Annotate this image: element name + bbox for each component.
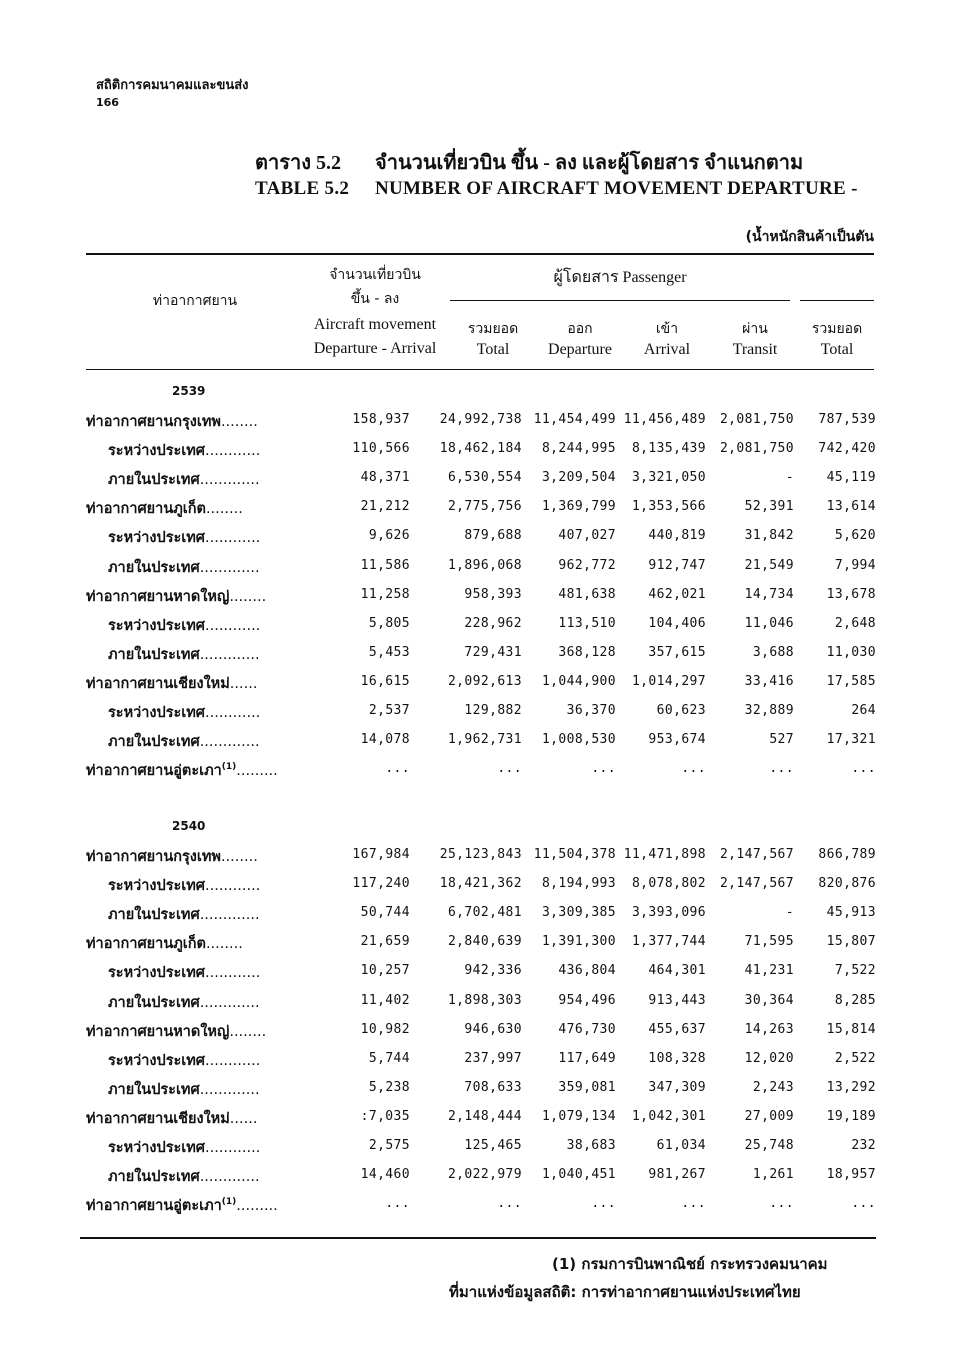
table-cell: ...: [681, 761, 706, 777]
table-cell: 71,595: [744, 934, 794, 950]
table-row: [86, 1020, 886, 1046]
table-cell: 1,369,799: [541, 499, 616, 515]
col-header-total2-th: รวมยอด: [811, 321, 863, 337]
table-cell: 954,496: [558, 992, 616, 1008]
table-cell: -: [785, 905, 794, 921]
page-header-title: สถิติการคมนาคมและขนส่ง: [96, 78, 249, 93]
table-cell: 11,030: [826, 644, 876, 660]
table-cell: :7,035: [360, 1108, 410, 1124]
row-label: ภายในประเทศ.............: [108, 559, 260, 576]
table-cell: 2,243: [752, 1079, 794, 1095]
row-label: ระหว่างประเทศ............: [108, 878, 261, 895]
table-cell: 953,674: [648, 732, 706, 748]
col-header-departure-th: ออก: [567, 321, 593, 337]
col-header-departure-en: Departure: [548, 341, 612, 358]
table-cell: 347,309: [648, 1079, 706, 1095]
table-cell: 787,539: [818, 412, 876, 427]
table-row: [86, 410, 886, 436]
page-number: 166: [96, 96, 119, 109]
table-cell: 117,240: [352, 876, 410, 892]
table-cell: 7,522: [834, 963, 876, 979]
table-cell: 2,840,639: [447, 934, 522, 950]
table-cell: 11,586: [360, 557, 410, 573]
table-cell: 5,805: [368, 615, 410, 631]
table-cell: 17,321: [826, 732, 876, 748]
table-cell: 1,044,900: [541, 673, 616, 689]
table-cell: 104,406: [648, 615, 706, 631]
header-top-rule: [86, 253, 874, 255]
table-cell: 17,585: [826, 673, 876, 689]
row-label: ภายในประเทศ.............: [108, 646, 260, 663]
table-cell: 167,984: [352, 847, 410, 862]
row-label: ระหว่างประเทศ............: [108, 1140, 261, 1156]
table-cell: 2,775,756: [447, 499, 522, 515]
table-cell: ...: [851, 761, 876, 777]
table-cell: 5,744: [368, 1050, 410, 1066]
table-row: [86, 556, 886, 582]
table-title-english: [255, 178, 858, 200]
source-note: ที่มาแห่งข้อมูลสถิติ: การท่าอากาศยานแห่งประเทศไทย: [449, 1283, 801, 1301]
row-label: ภายในประเทศ.............: [108, 1081, 260, 1098]
table-cell: 1,377,744: [631, 934, 706, 950]
table-label-thai: ตาราง 5.2: [255, 152, 341, 174]
col-header-airport: ท่าอากาศยาน: [152, 293, 238, 309]
table-bottom-rule: [80, 1237, 876, 1239]
table-cell: 357,615: [648, 644, 706, 660]
table-cell: 13,292: [826, 1079, 876, 1095]
table-cell: 1,042,301: [631, 1108, 706, 1124]
table-cell: 742,420: [818, 441, 876, 457]
table-cell: 879,688: [464, 528, 522, 544]
col-header-arrival-th: เข้า: [655, 321, 679, 337]
table-cell: 527: [769, 732, 794, 748]
table-cell: 359,081: [558, 1079, 616, 1095]
table-cell: ...: [769, 761, 794, 777]
table-cell: 18,421,362: [439, 876, 522, 892]
table-cell: 1,261: [752, 1167, 794, 1183]
table-cell: 2,147,567: [719, 876, 794, 892]
table-cell: 708,633: [464, 1079, 522, 1095]
table-cell: 8,194,993: [541, 876, 616, 892]
table-cell: 11,258: [360, 586, 410, 602]
row-label: ภายในประเทศ.............: [108, 907, 260, 924]
table-cell: 5,238: [368, 1079, 410, 1095]
table-row: [86, 439, 886, 465]
row-label: ท่าอากาศยานหาดใหญ่........: [86, 588, 267, 605]
table-cell: 14,460: [360, 1167, 410, 1183]
table-cell: 962,772: [558, 557, 616, 573]
col-header-movement-en-2: Departure - Arrival: [313, 340, 437, 357]
table-row: [86, 730, 886, 756]
table-cell: 8,078,802: [631, 876, 706, 892]
col-header-transit-th: ผ่าน: [742, 321, 768, 337]
table-cell: ...: [851, 1196, 876, 1212]
table-cell: 368,128: [558, 644, 616, 660]
table-title-thai: [255, 146, 803, 178]
table-cell: ...: [591, 761, 616, 777]
table-cell: 2,092,613: [447, 673, 522, 689]
row-label: ระหว่างประเทศ............: [108, 1052, 261, 1069]
table-cell: 158,937: [352, 412, 410, 427]
table-label-english: TABLE 5.2: [255, 178, 350, 199]
table-cell: 1,014,297: [631, 673, 706, 689]
table-cell: 10,982: [360, 1021, 410, 1037]
table-cell: 10,257: [360, 963, 410, 979]
table-cell: 50,744: [360, 905, 410, 921]
row-label: ท่าอากาศยานอู่ตะเภา$^{(1)}$.........: [86, 762, 278, 780]
table-text-english: NUMBER OF AIRCRAFT MOVEMENT DEPARTURE -: [375, 178, 858, 199]
table-cell: 45,119: [826, 470, 876, 486]
table-cell: ...: [385, 1196, 410, 1212]
table-cell: 464,301: [648, 963, 706, 979]
col-header-passenger-group: ผู้โดยสาร Passenger: [553, 269, 687, 286]
table-row: [86, 672, 886, 698]
table-cell: 27,009: [744, 1108, 794, 1124]
table-cell: 407,027: [558, 528, 616, 544]
table-cell: 264: [851, 703, 876, 718]
table-cell: 228,962: [464, 615, 522, 631]
table-cell: 2,022,979: [447, 1167, 522, 1183]
table-row: [86, 961, 886, 987]
table-cell: 24,992,738: [439, 412, 522, 427]
table-row: [86, 614, 886, 640]
table-text-thai: จำนวนเที่ยวบิน ขึ้น - ลง และผู้โดยสาร จำแนกตาม: [375, 152, 804, 174]
row-label: ท่าอากาศยานภูเก็ต........: [86, 501, 243, 518]
table-cell: 7,994: [834, 557, 876, 573]
row-label: ท่าอากาศยานหาดใหญ่........: [86, 1023, 267, 1040]
table-cell: 5,453: [368, 644, 410, 660]
table-cell: 25,748: [744, 1138, 794, 1153]
year-heading: 2539: [172, 384, 206, 398]
row-label: ภายในประเทศ.............: [108, 994, 260, 1011]
col-header-total-en: Total: [476, 341, 510, 358]
table-row: [86, 903, 886, 929]
unit-note: (น้ำหนักสินค้าเป็นตัน: [745, 229, 874, 245]
table-cell: 13,678: [826, 586, 876, 602]
table-cell: 14,078: [360, 732, 410, 748]
table-row: [86, 1165, 886, 1191]
table-cell: 11,504,378: [533, 847, 616, 862]
table-cell: 1,008,530: [541, 732, 616, 748]
table-cell: 14,263: [744, 1021, 794, 1037]
table-cell: 2,537: [368, 703, 410, 718]
table-cell: 15,814: [826, 1021, 876, 1037]
table-row: [86, 1107, 886, 1133]
row-label: ภายในประเทศ.............: [108, 472, 260, 489]
table-cell: 913,443: [648, 992, 706, 1008]
table-cell: ...: [591, 1196, 616, 1212]
table-cell: ...: [769, 1196, 794, 1212]
table-cell: 1,353,566: [631, 499, 706, 515]
table-cell: 48,371: [360, 470, 410, 486]
table-cell: 108,328: [648, 1050, 706, 1066]
table-cell: 38,683: [566, 1138, 616, 1153]
table-cell: 440,819: [648, 528, 706, 544]
table-cell: 912,747: [648, 557, 706, 573]
table-cell: 476,730: [558, 1021, 616, 1037]
col-header-transit-en: Transit: [732, 341, 778, 358]
table-cell: 1,898,303: [447, 992, 522, 1008]
table-cell: 5,620: [834, 528, 876, 544]
table-cell: 3,393,096: [631, 905, 706, 921]
table-cell: 60,623: [656, 703, 706, 718]
table-cell: ...: [497, 761, 522, 777]
table-cell: 2,147,567: [719, 847, 794, 862]
table-cell: 6,530,554: [447, 470, 522, 486]
table-cell: 946,630: [464, 1021, 522, 1037]
table-cell: 3,688: [752, 644, 794, 660]
table-row: [86, 701, 886, 727]
table-cell: 41,231: [744, 963, 794, 979]
col-header-total-th: รวมยอด: [467, 321, 519, 337]
table-row: [86, 991, 886, 1017]
row-label: ท่าอากาศยานเชียงใหม่......: [86, 675, 258, 692]
table-cell: ...: [497, 1196, 522, 1212]
table-cell: 110,566: [352, 441, 410, 457]
col-header-movement-th-1: จำนวนเที่ยวบิน: [329, 267, 421, 283]
table-cell: 942,336: [464, 963, 522, 979]
table-cell: 13,614: [826, 499, 876, 515]
table-cell: 820,876: [818, 876, 876, 892]
table-cell: 2,648: [834, 615, 876, 631]
table-cell: 117,649: [558, 1050, 616, 1066]
table-row: [86, 845, 886, 871]
table-cell: 14,734: [744, 586, 794, 602]
table-cell: 18,957: [826, 1167, 876, 1183]
table-cell: 32,889: [744, 703, 794, 718]
table-cell: 52,391: [744, 499, 794, 515]
table-cell: 436,804: [558, 963, 616, 979]
table-cell: 113,510: [558, 615, 616, 631]
table-cell: 237,997: [464, 1050, 522, 1066]
table-cell: ...: [681, 1196, 706, 1212]
row-label: ท่าอากาศยานเชียงใหม่......: [86, 1110, 258, 1127]
table-cell: 11,046: [744, 615, 794, 631]
table-cell: 18,462,184: [439, 441, 522, 457]
table-cell: 11,471,898: [623, 847, 706, 862]
table-row: [86, 497, 886, 523]
table-row: [86, 1136, 886, 1162]
table-cell: 981,267: [648, 1167, 706, 1183]
table-cell: 2,081,750: [719, 441, 794, 457]
row-label: ระหว่างประเทศ............: [108, 965, 261, 982]
table-cell: 61,034: [656, 1138, 706, 1153]
table-row: [86, 643, 886, 669]
table-cell: 25,123,843: [439, 847, 522, 862]
table-row: [86, 932, 886, 958]
table-cell: 6,702,481: [447, 905, 522, 921]
table-cell: 21,549: [744, 557, 794, 573]
row-label: ระหว่างประเทศ............: [108, 443, 261, 460]
table-cell: 45,913: [826, 905, 876, 921]
table-cell: 9,626: [368, 528, 410, 544]
table-cell: 8,244,995: [541, 441, 616, 457]
table-row: [86, 585, 886, 611]
table-cell: 125,465: [464, 1138, 522, 1153]
year-heading: 2540: [172, 819, 206, 833]
row-label: ระหว่างประเทศ............: [108, 705, 261, 721]
table-cell: 33,416: [744, 673, 794, 689]
table-cell: 2,575: [368, 1138, 410, 1153]
table-cell: 21,659: [360, 934, 410, 950]
table-cell: 19,189: [826, 1108, 876, 1124]
table-row: [86, 468, 886, 494]
table-row: [86, 1049, 886, 1075]
row-label: ท่าอากาศยานกรุงเทพ........: [86, 414, 258, 430]
row-label: ภายในประเทศ.............: [108, 1169, 260, 1186]
table-row: [86, 759, 886, 785]
table-cell: 1,896,068: [447, 557, 522, 573]
table-cell: 12,020: [744, 1050, 794, 1066]
col-header-movement-en-1: Aircraft movement: [313, 316, 437, 333]
passenger-group-rule: [450, 300, 790, 301]
table-cell: 11,402: [360, 992, 410, 1008]
table-cell: 3,209,504: [541, 470, 616, 486]
table-cell: 729,431: [464, 644, 522, 660]
table-cell: 11,456,489: [623, 412, 706, 427]
table-row: [86, 1194, 886, 1220]
table-row: [86, 526, 886, 552]
table-cell: 232: [851, 1138, 876, 1153]
table-cell: 36,370: [566, 703, 616, 718]
table-cell: 129,882: [464, 703, 522, 718]
table-cell: 11,454,499: [533, 412, 616, 427]
table-cell: 8,135,439: [631, 441, 706, 457]
row-label: ภายในประเทศ.............: [108, 734, 260, 751]
table-cell: 30,364: [744, 992, 794, 1008]
table-cell: 1,079,134: [541, 1108, 616, 1124]
table-row: [86, 1078, 886, 1104]
col-header-movement-th-2: ขึ้น - ลง: [350, 291, 400, 307]
table-cell: 2,522: [834, 1050, 876, 1066]
footnote-1: (1) กรมการบินพาณิชย์ กระทรวงคมนาคม: [552, 1255, 828, 1273]
row-label: ท่าอากาศยานภูเก็ต........: [86, 936, 243, 953]
row-label: ท่าอากาศยานกรุงเทพ........: [86, 849, 258, 865]
col-header-total2-en: Total: [820, 341, 854, 358]
header-bottom-rule: [86, 369, 874, 370]
table-cell: ...: [385, 761, 410, 777]
table-cell: 3,321,050: [631, 470, 706, 486]
row-label: ระหว่างประเทศ............: [108, 530, 261, 547]
table-cell: 2,081,750: [719, 412, 794, 427]
table-cell: 3,309,385: [541, 905, 616, 921]
table-cell: 462,021: [648, 586, 706, 602]
table-cell: 1,962,731: [447, 732, 522, 748]
table-cell: 8,285: [834, 992, 876, 1008]
table-cell: 455,637: [648, 1021, 706, 1037]
table-cell: 31,842: [744, 528, 794, 544]
row-label: ระหว่างประเทศ............: [108, 617, 261, 634]
table-cell: 2,148,444: [447, 1108, 522, 1124]
table-cell: 481,638: [558, 586, 616, 602]
table-cell: 16,615: [360, 673, 410, 689]
table-cell: 958,393: [464, 586, 522, 602]
table-cell: -: [785, 470, 794, 486]
table-cell: 1,040,451: [541, 1167, 616, 1183]
table-cell: 21,212: [360, 499, 410, 515]
table-row: [86, 874, 886, 900]
total-group-rule: [800, 300, 874, 301]
table-cell: 1,391,300: [541, 934, 616, 950]
table-cell: 15,807: [826, 934, 876, 950]
row-label: ท่าอากาศยานอู่ตะเภา$^{(1)}$.........: [86, 1197, 278, 1215]
col-header-arrival-en: Arrival: [643, 341, 691, 358]
table-cell: 866,789: [818, 847, 876, 862]
